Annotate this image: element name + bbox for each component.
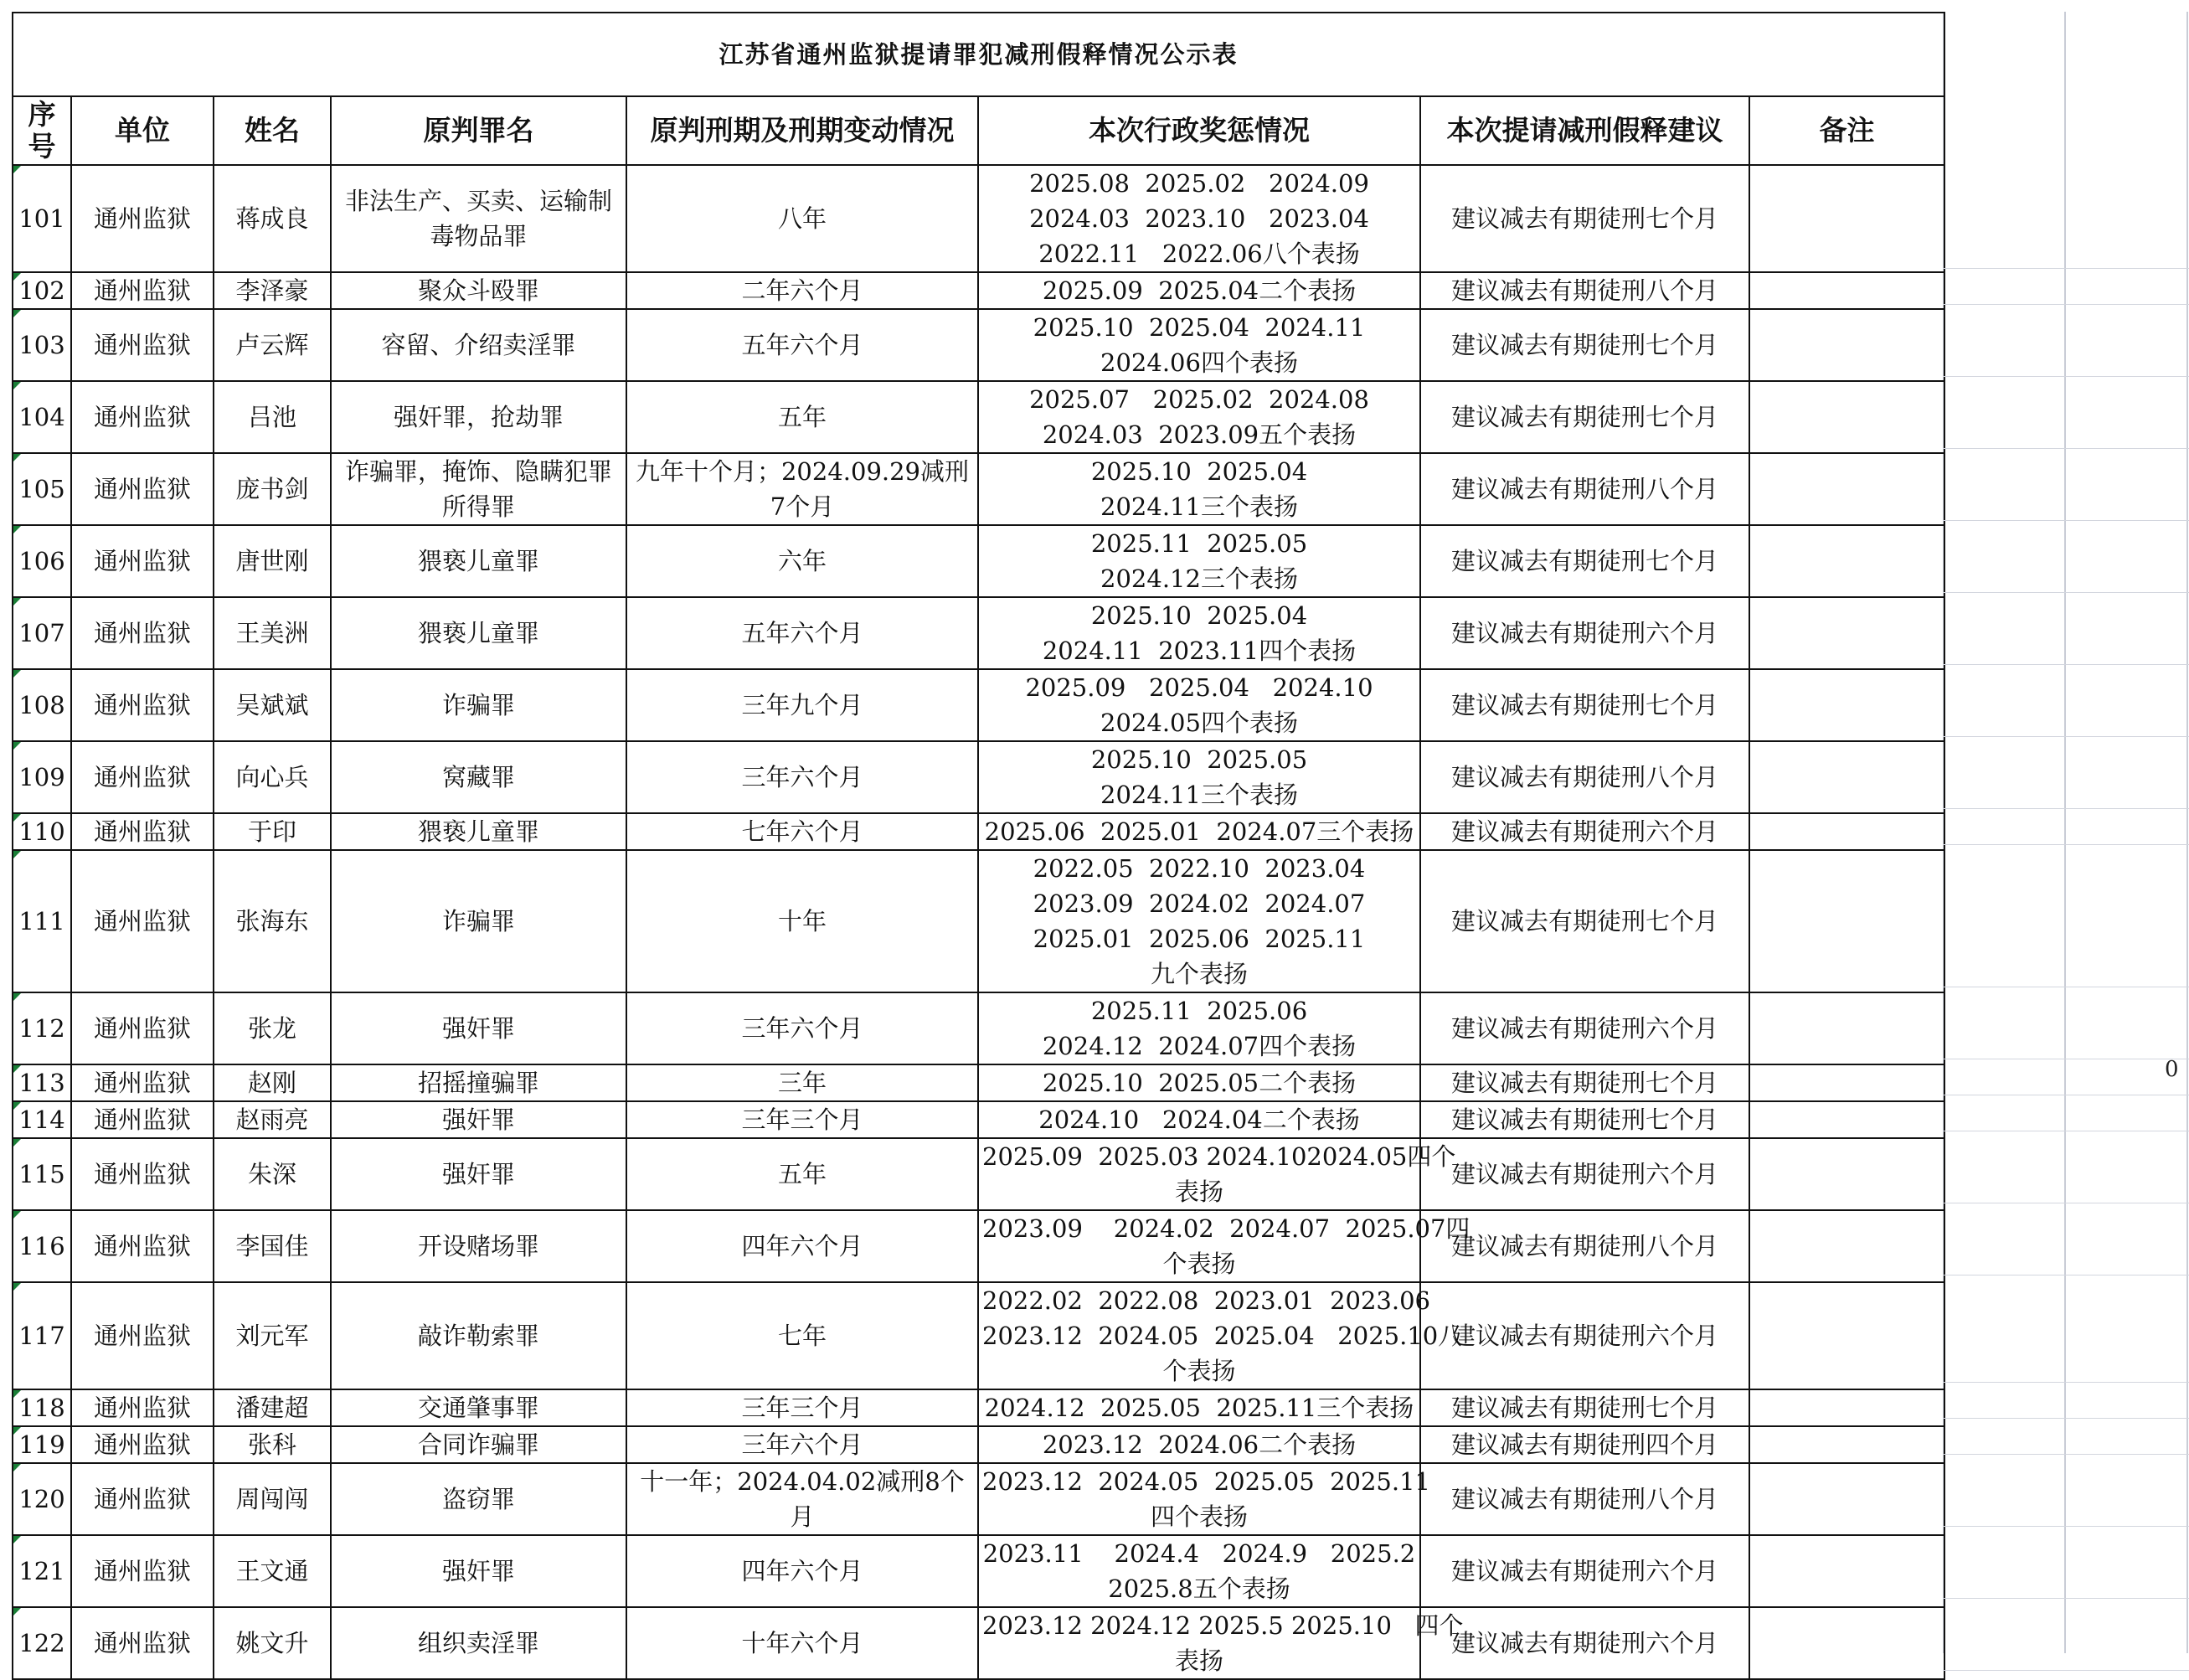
row-remark-cell[interactable]	[1749, 309, 1944, 381]
row-sentence-cell[interactable]: 四年六个月	[626, 1210, 978, 1282]
row-index-cell[interactable]: 102	[13, 272, 71, 309]
row-awards-cell[interactable]	[978, 741, 1420, 813]
table-row	[13, 1426, 1944, 1463]
row-sentence-cell[interactable]: 七年六个月	[626, 813, 978, 850]
row-proposal-cell[interactable]: 建议减去有期徒刑六个月	[1420, 1607, 1749, 1679]
row-unit-cell[interactable]: 通州监狱	[71, 1138, 214, 1210]
awards-line: 2023.12 2024.05 2025.05 2025.11	[982, 1467, 1430, 1496]
row-crime-cell[interactable]: 盗窃罪	[331, 1463, 626, 1535]
grid-line	[1943, 1670, 2189, 1671]
row-index-cell[interactable]: 111	[13, 850, 71, 992]
grid-line	[2064, 12, 2066, 1653]
row-unit-cell[interactable]: 通州监狱	[71, 1064, 214, 1101]
table-row	[13, 741, 1944, 813]
awards-line: 表扬	[1174, 1647, 1223, 1675]
row-index-cell[interactable]: 117	[13, 1282, 71, 1389]
row-awards-cell[interactable]	[978, 1101, 1420, 1138]
row-proposal-cell[interactable]: 建议减去有期徒刑七个月	[1420, 525, 1749, 597]
row-name-cell[interactable]: 赵刚	[214, 1064, 331, 1101]
table-row	[13, 813, 1944, 850]
row-proposal-cell[interactable]: 建议减去有期徒刑八个月	[1420, 453, 1749, 525]
awards-line: 九个表扬	[1150, 960, 1248, 988]
row-awards-cell[interactable]	[978, 309, 1420, 381]
row-unit-cell[interactable]: 通州监狱	[71, 1101, 214, 1138]
row-sentence-cell[interactable]: 三年六个月	[626, 992, 978, 1064]
row-name-cell[interactable]: 庞书剑	[214, 453, 331, 525]
row-crime-cell[interactable]: 容留、介绍卖淫罪	[331, 309, 626, 381]
row-awards-cell[interactable]	[978, 1607, 1464, 1679]
row-name-cell[interactable]: 朱深	[214, 1138, 331, 1210]
row-proposal-cell[interactable]: 建议减去有期徒刑六个月	[1420, 1535, 1749, 1607]
table-row	[13, 272, 1944, 309]
row-crime-cell[interactable]: 猥亵儿童罪	[331, 525, 626, 597]
row-index-cell[interactable]: 115	[13, 1138, 71, 1210]
awards-line: 2023.12 2024.05 2025.04 2025.10八	[982, 1322, 1463, 1350]
grid-line	[1943, 808, 2189, 809]
row-unit-cell[interactable]: 通州监狱	[71, 1535, 214, 1607]
grid-line	[1943, 1418, 2189, 1419]
table-row	[13, 1210, 1944, 1282]
row-remark-cell[interactable]	[1749, 381, 1944, 453]
awards-line: 个表扬	[1162, 1250, 1236, 1278]
row-awards-cell[interactable]	[978, 813, 1420, 850]
row-proposal-cell[interactable]: 建议减去有期徒刑七个月	[1420, 669, 1749, 741]
awards-line: 表扬	[1174, 1178, 1223, 1206]
row-proposal-cell[interactable]: 建议减去有期徒刑四个月	[1420, 1426, 1749, 1463]
row-remark-cell[interactable]	[1749, 1282, 1944, 1389]
table-row	[13, 1463, 1944, 1535]
row-proposal-cell[interactable]: 建议减去有期徒刑七个月	[1420, 1101, 1749, 1138]
awards-line: 2023.09 2024.02 2024.07	[1033, 889, 1366, 918]
row-index-cell[interactable]: 120	[13, 1463, 71, 1535]
row-awards-cell[interactable]	[978, 850, 1420, 992]
header-sentence: 原判刑期及刑期变动情况	[626, 96, 978, 165]
awards-line: 2024.10 2024.04二个表扬	[1038, 1105, 1360, 1134]
row-sentence-cell[interactable]: 十年	[626, 850, 978, 992]
awards-line: 2022.02 2022.08 2023.01 2023.06	[982, 1286, 1430, 1315]
row-name-cell[interactable]: 姚文升	[214, 1607, 331, 1679]
row-sentence-cell[interactable]: 三年	[626, 1064, 978, 1101]
row-awards-cell[interactable]	[978, 1535, 1420, 1607]
grid-line	[1943, 1598, 2189, 1599]
header-name: 姓名	[214, 96, 331, 165]
row-sentence-cell[interactable]: 三年九个月	[626, 669, 978, 741]
publicity-table	[12, 12, 1945, 1680]
grid-line	[1943, 376, 2189, 377]
awards-line: 2023.11 2024.4 2024.9 2025.2	[982, 1539, 1416, 1568]
row-index-cell[interactable]: 121	[13, 1535, 71, 1607]
table-row	[13, 992, 1944, 1064]
row-crime-cell[interactable]: 聚众斗殴罪	[331, 272, 626, 309]
grid-line	[1943, 1526, 2189, 1527]
row-awards-cell[interactable]	[978, 1138, 1456, 1210]
awards-line: 2025.10 2025.05	[1090, 745, 1308, 774]
row-unit-cell[interactable]: 通州监狱	[71, 1607, 214, 1679]
header-crime: 原判罪名	[331, 96, 626, 165]
row-sentence-cell[interactable]: 五年	[626, 381, 978, 453]
row-unit-cell[interactable]: 通州监狱	[71, 992, 214, 1064]
row-remark-cell[interactable]	[1749, 850, 1944, 992]
row-sentence-cell[interactable]: 五年六个月	[626, 309, 978, 381]
row-name-cell[interactable]: 赵雨亮	[214, 1101, 331, 1138]
grid-line	[1943, 448, 2189, 449]
awards-line: 2023.12 2024.12 2025.5 2025.10 四个	[982, 1611, 1464, 1640]
row-name-cell[interactable]: 卢云辉	[214, 309, 331, 381]
table-row	[13, 1101, 1944, 1138]
row-remark-cell[interactable]	[1749, 1607, 1944, 1679]
row-awards-cell[interactable]	[978, 669, 1420, 741]
grid-line	[1943, 844, 2189, 845]
row-remark-cell[interactable]	[1749, 992, 1944, 1064]
awards-line: 2024.03 2023.10 2023.04	[1029, 204, 1369, 233]
awards-line: 2025.11 2025.05	[1090, 529, 1308, 558]
grid-line	[1943, 1382, 2189, 1383]
awards-line: 2024.12 2024.07四个表扬	[1042, 1032, 1357, 1060]
row-crime-cell[interactable]: 强奸罪	[331, 1101, 626, 1138]
awards-line: 2025.11 2025.06	[1090, 997, 1308, 1025]
awards-line: 2024.11 2023.11四个表扬	[1042, 636, 1357, 665]
row-sentence-cell[interactable]: 七年	[626, 1282, 978, 1389]
row-unit-cell[interactable]: 通州监狱	[71, 272, 214, 309]
row-proposal-cell[interactable]: 建议减去有期徒刑六个月	[1420, 1138, 1749, 1210]
row-sentence-cell[interactable]: 三年六个月	[626, 741, 978, 813]
row-name-cell[interactable]: 王美洲	[214, 597, 331, 669]
row-sentence-cell[interactable]: 三年三个月	[626, 1101, 978, 1138]
row-index-cell[interactable]: 113	[13, 1064, 71, 1101]
table-row	[13, 165, 1944, 272]
awards-line: 2025.10 2025.04	[1090, 601, 1308, 630]
awards-line: 2024.05四个表扬	[1100, 709, 1298, 737]
row-index-cell[interactable]: 119	[13, 1426, 71, 1463]
awards-line: 2025.08 2025.02 2024.09	[1029, 169, 1369, 198]
row-proposal-cell[interactable]: 建议减去有期徒刑七个月	[1420, 850, 1749, 992]
row-proposal-cell[interactable]: 建议减去有期徒刑七个月	[1420, 1389, 1749, 1426]
row-remark-cell[interactable]	[1749, 165, 1944, 272]
row-unit-cell[interactable]: 通州监狱	[71, 850, 214, 992]
row-proposal-cell[interactable]: 建议减去有期徒刑八个月	[1420, 1463, 1749, 1535]
grid-line	[2186, 12, 2188, 1653]
header-row	[13, 96, 1944, 165]
row-remark-cell[interactable]	[1749, 1138, 1944, 1210]
header-proposal: 本次提请减刑假释建议	[1420, 96, 1749, 165]
row-proposal-cell[interactable]: 建议减去有期徒刑六个月	[1420, 597, 1749, 669]
row-crime-cell[interactable]: 敲诈勒索罪	[331, 1282, 626, 1389]
awards-line: 2025.06 2025.01 2024.07三个表扬	[984, 817, 1414, 846]
row-proposal-cell[interactable]: 建议减去有期徒刑七个月	[1420, 381, 1749, 453]
awards-line: 2024.12三个表扬	[1100, 564, 1298, 593]
row-name-cell[interactable]: 于印	[214, 813, 331, 850]
table-row	[13, 1064, 1944, 1101]
row-proposal-cell[interactable]: 建议减去有期徒刑八个月	[1420, 272, 1749, 309]
table-row	[13, 597, 1944, 669]
row-awards-cell[interactable]	[978, 381, 1420, 453]
table-row	[13, 309, 1944, 381]
row-name-cell[interactable]: 刘元军	[214, 1282, 331, 1389]
row-unit-cell[interactable]: 通州监狱	[71, 165, 214, 272]
awards-line: 2025.01 2025.06 2025.11	[1033, 925, 1366, 953]
row-remark-cell[interactable]	[1749, 272, 1944, 309]
awards-line: 2024.06四个表扬	[1100, 348, 1298, 377]
awards-line: 2025.09 2025.03 2024.102024.05四个	[982, 1142, 1456, 1171]
row-crime-cell[interactable]: 组织卖淫罪	[331, 1607, 626, 1679]
awards-line: 2024.11三个表扬	[1100, 781, 1298, 809]
row-awards-cell[interactable]	[978, 1389, 1420, 1426]
row-name-cell[interactable]: 向心兵	[214, 741, 331, 813]
row-index-cell[interactable]: 112	[13, 992, 71, 1064]
row-unit-cell[interactable]: 通州监狱	[71, 1210, 214, 1282]
row-remark-cell[interactable]	[1749, 1101, 1944, 1138]
grid-line	[1943, 592, 2189, 593]
row-crime-cell[interactable]: 非法生产、买卖、运输制毒物品罪	[331, 165, 626, 272]
row-sentence-cell[interactable]: 十年六个月	[626, 1607, 978, 1679]
row-crime-cell[interactable]: 猥亵儿童罪	[331, 597, 626, 669]
row-awards-cell[interactable]	[978, 1064, 1420, 1101]
row-awards-cell[interactable]	[978, 1463, 1430, 1535]
row-crime-cell[interactable]: 诈骗罪	[331, 850, 626, 992]
awards-line: 2023.09 2024.02 2024.07 2025.07四	[982, 1214, 1470, 1243]
row-name-cell[interactable]: 李泽豪	[214, 272, 331, 309]
row-proposal-cell[interactable]: 建议减去有期徒刑六个月	[1420, 992, 1749, 1064]
row-remark-cell[interactable]	[1749, 669, 1944, 741]
row-awards-cell[interactable]	[978, 992, 1420, 1064]
awards-line: 2023.12 2024.06二个表扬	[1042, 1430, 1357, 1459]
table-row	[13, 669, 1944, 741]
row-index-cell[interactable]: 122	[13, 1607, 71, 1679]
grid-line	[1943, 268, 2189, 269]
row-awards-cell[interactable]	[978, 165, 1420, 272]
grid-line	[1943, 520, 2189, 521]
awards-line: 2025.09 2025.04二个表扬	[1042, 276, 1357, 305]
row-index-cell[interactable]: 118	[13, 1389, 71, 1426]
row-crime-cell[interactable]: 合同诈骗罪	[331, 1426, 626, 1463]
row-awards-cell[interactable]	[978, 597, 1420, 669]
row-index-cell[interactable]: 103	[13, 309, 71, 381]
row-index-cell[interactable]: 106	[13, 525, 71, 597]
row-index-cell[interactable]: 104	[13, 381, 71, 453]
row-index-cell[interactable]: 116	[13, 1210, 71, 1282]
row-proposal-cell[interactable]: 建议减去有期徒刑六个月	[1420, 1282, 1749, 1389]
row-sentence-cell[interactable]: 九年十个月；2024.09.29减刑7个月	[626, 453, 978, 525]
row-unit-cell[interactable]: 通州监狱	[71, 669, 214, 741]
row-proposal-cell[interactable]: 建议减去有期徒刑七个月	[1420, 165, 1749, 272]
row-sentence-cell[interactable]: 五年六个月	[626, 597, 978, 669]
row-index-cell[interactable]: 108	[13, 669, 71, 741]
row-crime-cell[interactable]: 诈骗罪，掩饰、隐瞒犯罪所得罪	[331, 453, 626, 525]
row-remark-cell[interactable]	[1749, 597, 1944, 669]
row-remark-cell[interactable]	[1749, 1463, 1944, 1535]
awards-line: 2022.11 2022.06八个表扬	[1038, 240, 1360, 268]
table-row	[13, 1535, 1944, 1607]
row-index-cell[interactable]: 107	[13, 597, 71, 669]
row-remark-cell[interactable]	[1749, 813, 1944, 850]
table-row	[13, 1389, 1944, 1426]
row-sentence-cell[interactable]: 八年	[626, 165, 978, 272]
table-row	[13, 525, 1944, 597]
row-index-cell[interactable]: 101	[13, 165, 71, 272]
row-crime-cell[interactable]: 强奸罪	[331, 1535, 626, 1607]
row-remark-cell[interactable]	[1749, 525, 1944, 597]
row-sentence-cell[interactable]: 二年六个月	[626, 272, 978, 309]
grid-line	[1943, 1454, 2189, 1455]
awards-line: 2025.10 2025.05二个表扬	[1042, 1069, 1357, 1097]
row-remark-cell[interactable]	[1749, 1389, 1944, 1426]
row-awards-cell[interactable]	[978, 272, 1420, 309]
page-title: 江苏省通州监狱提请罪犯减刑假释情况公示表	[13, 13, 1944, 96]
table-row	[13, 1138, 1944, 1210]
row-name-cell[interactable]: 潘建超	[214, 1389, 331, 1426]
row-unit-cell[interactable]: 通州监狱	[71, 1389, 214, 1426]
row-name-cell[interactable]: 王文通	[214, 1535, 331, 1607]
row-sentence-cell[interactable]: 五年	[626, 1138, 978, 1210]
row-index-cell[interactable]: 110	[13, 813, 71, 850]
row-unit-cell[interactable]: 通州监狱	[71, 1426, 214, 1463]
row-index-cell[interactable]: 105	[13, 453, 71, 525]
row-proposal-cell[interactable]: 建议减去有期徒刑八个月	[1420, 1210, 1749, 1282]
row-index-cell[interactable]: 114	[13, 1101, 71, 1138]
row-remark-cell[interactable]	[1749, 741, 1944, 813]
row-unit-cell[interactable]: 通州监狱	[71, 453, 214, 525]
header-awards: 本次行政奖惩情况	[978, 96, 1420, 165]
awards-line: 2025.10 2025.04	[1090, 457, 1308, 486]
row-proposal-cell[interactable]: 建议减去有期徒刑七个月	[1420, 309, 1749, 381]
row-crime-cell[interactable]: 开设赌场罪	[331, 1210, 626, 1282]
row-unit-cell[interactable]: 通州监狱	[71, 741, 214, 813]
row-awards-cell[interactable]	[978, 453, 1420, 525]
row-sentence-cell[interactable]: 十一年；2024.04.02减刑8个月	[626, 1463, 978, 1535]
grid-line	[1943, 304, 2189, 305]
row-crime-cell[interactable]: 猥亵儿童罪	[331, 813, 626, 850]
awards-line: 2024.12 2025.05 2025.11三个表扬	[984, 1394, 1414, 1422]
header-unit: 单位	[71, 96, 214, 165]
row-index-cell[interactable]: 109	[13, 741, 71, 813]
row-crime-cell[interactable]: 强奸罪	[331, 992, 626, 1064]
header-index: 序号	[13, 96, 71, 165]
row-name-cell[interactable]: 张海东	[214, 850, 331, 992]
row-crime-cell[interactable]: 强奸罪，抢劫罪	[331, 381, 626, 453]
table-row	[13, 453, 1944, 525]
row-name-cell[interactable]: 蒋成良	[214, 165, 331, 272]
row-name-cell[interactable]: 周闯闯	[214, 1463, 331, 1535]
row-remark-cell[interactable]	[1749, 1535, 1944, 1607]
row-crime-cell[interactable]: 交通肇事罪	[331, 1389, 626, 1426]
table-row	[13, 850, 1944, 992]
row-proposal-cell[interactable]: 建议减去有期徒刑七个月	[1420, 1064, 1749, 1101]
awards-line: 2024.11三个表扬	[1100, 492, 1298, 521]
row-proposal-cell[interactable]: 建议减去有期徒刑六个月	[1420, 813, 1749, 850]
awards-line: 2025.10 2025.04 2024.11	[1033, 313, 1366, 342]
row-awards-cell[interactable]	[978, 1282, 1463, 1389]
row-name-cell[interactable]: 唐世刚	[214, 525, 331, 597]
awards-line: 四个表扬	[1150, 1502, 1248, 1531]
awards-line: 2025.09 2025.04 2024.10	[1025, 673, 1373, 702]
row-name-cell[interactable]: 张龙	[214, 992, 331, 1064]
row-sentence-cell[interactable]: 六年	[626, 525, 978, 597]
row-awards-cell[interactable]	[978, 525, 1420, 597]
row-sentence-cell[interactable]: 三年三个月	[626, 1389, 978, 1426]
awards-line: 2024.03 2023.09五个表扬	[1042, 420, 1357, 449]
row-name-cell[interactable]: 李国佳	[214, 1210, 331, 1282]
grid-line	[1943, 736, 2189, 737]
row-crime-cell[interactable]: 窝藏罪	[331, 741, 626, 813]
row-unit-cell[interactable]: 通州监狱	[71, 813, 214, 850]
row-remark-cell[interactable]	[1749, 1426, 1944, 1463]
awards-line: 2025.07 2025.02 2024.08	[1029, 385, 1369, 414]
table-row	[13, 1282, 1944, 1389]
row-unit-cell[interactable]: 通州监狱	[71, 309, 214, 381]
awards-line: 2022.05 2022.10 2023.04	[1033, 854, 1366, 883]
row-remark-cell[interactable]	[1749, 1210, 1944, 1282]
grid-line	[1943, 664, 2189, 665]
awards-line: 2025.8五个表扬	[1108, 1574, 1290, 1603]
awards-line: 个表扬	[1162, 1357, 1236, 1385]
row-name-cell[interactable]: 张科	[214, 1426, 331, 1463]
row-unit-cell[interactable]: 通州监狱	[71, 525, 214, 597]
row-awards-cell[interactable]	[978, 1210, 1470, 1282]
row-crime-cell[interactable]: 招摇撞骗罪	[331, 1064, 626, 1101]
row-name-cell[interactable]: 吕池	[214, 381, 331, 453]
row-name-cell[interactable]: 吴斌斌	[214, 669, 331, 741]
row-unit-cell[interactable]: 通州监狱	[71, 1463, 214, 1535]
row-unit-cell[interactable]: 通州监狱	[71, 381, 214, 453]
row-awards-cell[interactable]	[978, 1426, 1420, 1463]
row-sentence-cell[interactable]: 三年六个月	[626, 1426, 978, 1463]
table-row	[13, 381, 1944, 453]
row-proposal-cell[interactable]: 建议减去有期徒刑八个月	[1420, 741, 1749, 813]
row-crime-cell[interactable]: 诈骗罪	[331, 669, 626, 741]
row-unit-cell[interactable]: 通州监狱	[71, 597, 214, 669]
row-crime-cell[interactable]: 强奸罪	[331, 1138, 626, 1210]
row-remark-cell[interactable]	[1749, 453, 1944, 525]
row-remark-cell[interactable]	[1749, 1064, 1944, 1101]
row-unit-cell[interactable]: 通州监狱	[71, 1282, 214, 1389]
header-remark: 备注	[1749, 96, 1944, 165]
row-sentence-cell[interactable]: 四年六个月	[626, 1535, 978, 1607]
side-cell-value: 0	[2165, 1057, 2179, 1082]
table-row	[13, 1607, 1944, 1679]
